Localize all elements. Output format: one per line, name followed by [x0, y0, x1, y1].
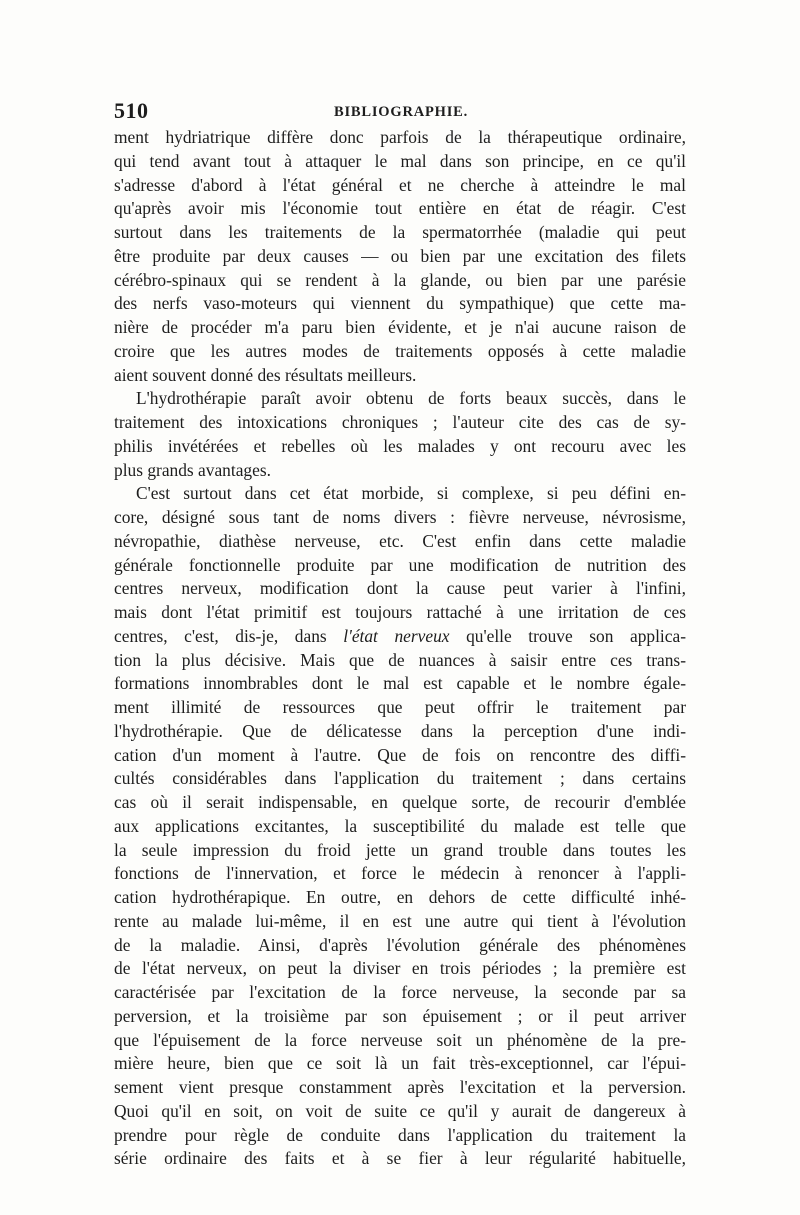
text-line: cation hydrothérapique. En outre, en dehors de cette difficulté inhé- — [114, 887, 686, 907]
text-line: cation d'un moment à l'autre. Que de fois on rencontre des diffi- — [114, 744, 686, 765]
text-line: la seule impression du froid jette un grand trouble dans toutes les — [114, 839, 686, 860]
running-head: BIBLIOGRAPHIE. — [334, 104, 469, 120]
text-line: que l'épuisement de la force nerveuse soit un phénomène de la pre- — [114, 1029, 686, 1050]
text-line: tion la plus décisive. Mais que de nuances à saisir entre ces trans- — [114, 649, 686, 670]
text-line: ment illimité de ressources que peut offrir le traitement par — [114, 697, 686, 717]
text-line: qui tend avant tout à attaquer le mal dans son principe, en ce qu'il — [114, 150, 686, 171]
text-line: qu'après avoir mis l'économie tout entière en état de réagir. C'est — [114, 198, 686, 219]
page-header — [114, 98, 694, 128]
text-line: série ordinaire des faits et à se fier à leur régularité habituelle, — [114, 1148, 686, 1169]
text-line: rente au malade lui-même, il en est une autre qui tient à l'évolution — [114, 910, 686, 931]
text-line-with-italic — [114, 625, 686, 649]
text-line: nière de procéder m'a paru bien évidente, et je n'ai aucune raison de — [114, 317, 686, 337]
text-line: s'adresse d'abord à l'état général et ne cherche à atteindre le mal — [114, 174, 686, 195]
text-line: cas où il serait indispensable, en quelque sorte, de recourir d'emblée — [114, 792, 686, 812]
body-text — [114, 126, 686, 1171]
text-line: philis invétérées et rebelles où les malades y ont recouru avec les — [114, 435, 686, 456]
text-line: surtout dans les traitements de la spermatorrhée (maladie qui peut — [114, 222, 686, 242]
text-line: névropathie, diathèse nerveuse, etc. C'est enfin dans cette maladie — [114, 530, 686, 551]
text-line: croire que les autres modes de traitements opposés à cette maladie — [114, 340, 686, 361]
text-line: prendre pour règle de conduite dans l'application du traitement la — [114, 1124, 686, 1145]
text-line: aient souvent donné des résultats meilleurs. — [114, 364, 417, 385]
text-line: l'hydrothérapie. Que de délicatesse dans la perception d'une indi- — [114, 720, 686, 741]
text-line: centres nerveux, modification dont la cause peut varier à l'infini, — [114, 578, 686, 599]
text-line: core, désigné sous tant de noms divers : fièvre nerveuse, névrosisme, — [114, 507, 686, 527]
text-line: caractérisée par l'excitation de la force nerveuse, la seconde par sa — [114, 982, 686, 1002]
text-line: ment hydriatrique diffère donc parfois de la thérapeutique ordinaire, — [114, 127, 686, 147]
text-line: aux applications excitantes, la susceptibilité du malade est telle que — [114, 815, 686, 836]
italic-phrase: l'état nerveux — [343, 625, 450, 646]
page-number: 510 — [114, 98, 149, 123]
paragraph-start-line: C'est surtout dans cet état morbide, si complexe, si peu défini en- — [136, 483, 686, 504]
text-line: Quoi qu'il en soit, on voit de suite ce qu'il y aurait de dangereux à — [114, 1100, 686, 1121]
text-line: cultés considérables dans l'application du traitement ; dans certains — [114, 768, 686, 789]
text-line: perversion, et la troisième par son épuisement ; or il peut arriver — [114, 1005, 686, 1026]
text-line: fonctions de l'innervation, et force le médecin à renoncer à l'appli- — [114, 863, 686, 884]
line-part: centres, c'est, dis-je, dans — [114, 625, 327, 646]
text-line: mais dont l'état primitif est toujours rattaché à une irritation de ces — [114, 602, 686, 622]
text-line: mière heure, bien que ce soit là un fait très-exceptionnel, car l'épui- — [114, 1053, 686, 1074]
text-line: de la maladie. Ainsi, d'après l'évolution générale des phénomènes — [114, 934, 686, 955]
paragraph-start-line: L'hydrothérapie paraît avoir obtenu de forts beaux succès, dans le — [136, 388, 686, 409]
line-part: qu'elle trouve son applica- — [466, 625, 686, 646]
text-line: formations innombrables dont le mal est capable et le nombre égale- — [114, 673, 686, 694]
text-line: des nerfs vaso-moteurs qui viennent du sympathique) que cette ma- — [114, 293, 686, 314]
text-line: être produite par deux causes — ou bien par une excitation des filets — [114, 245, 686, 266]
text-line: sement vient presque constamment après l'excitation et la perversion. — [114, 1077, 686, 1097]
text-line: traitement des intoxications chroniques ; l'auteur cite des cas de sy- — [114, 412, 686, 432]
text-line: de l'état nerveux, on peut la diviser en trois périodes ; la première est — [114, 958, 686, 979]
text-line: cérébro-spinaux qui se rendent à la glande, ou bien par une parésie — [114, 269, 686, 290]
text-line: générale fonctionnelle produite par une modification de nutrition des — [114, 554, 686, 575]
text-line: plus grands avantages. — [114, 459, 271, 480]
